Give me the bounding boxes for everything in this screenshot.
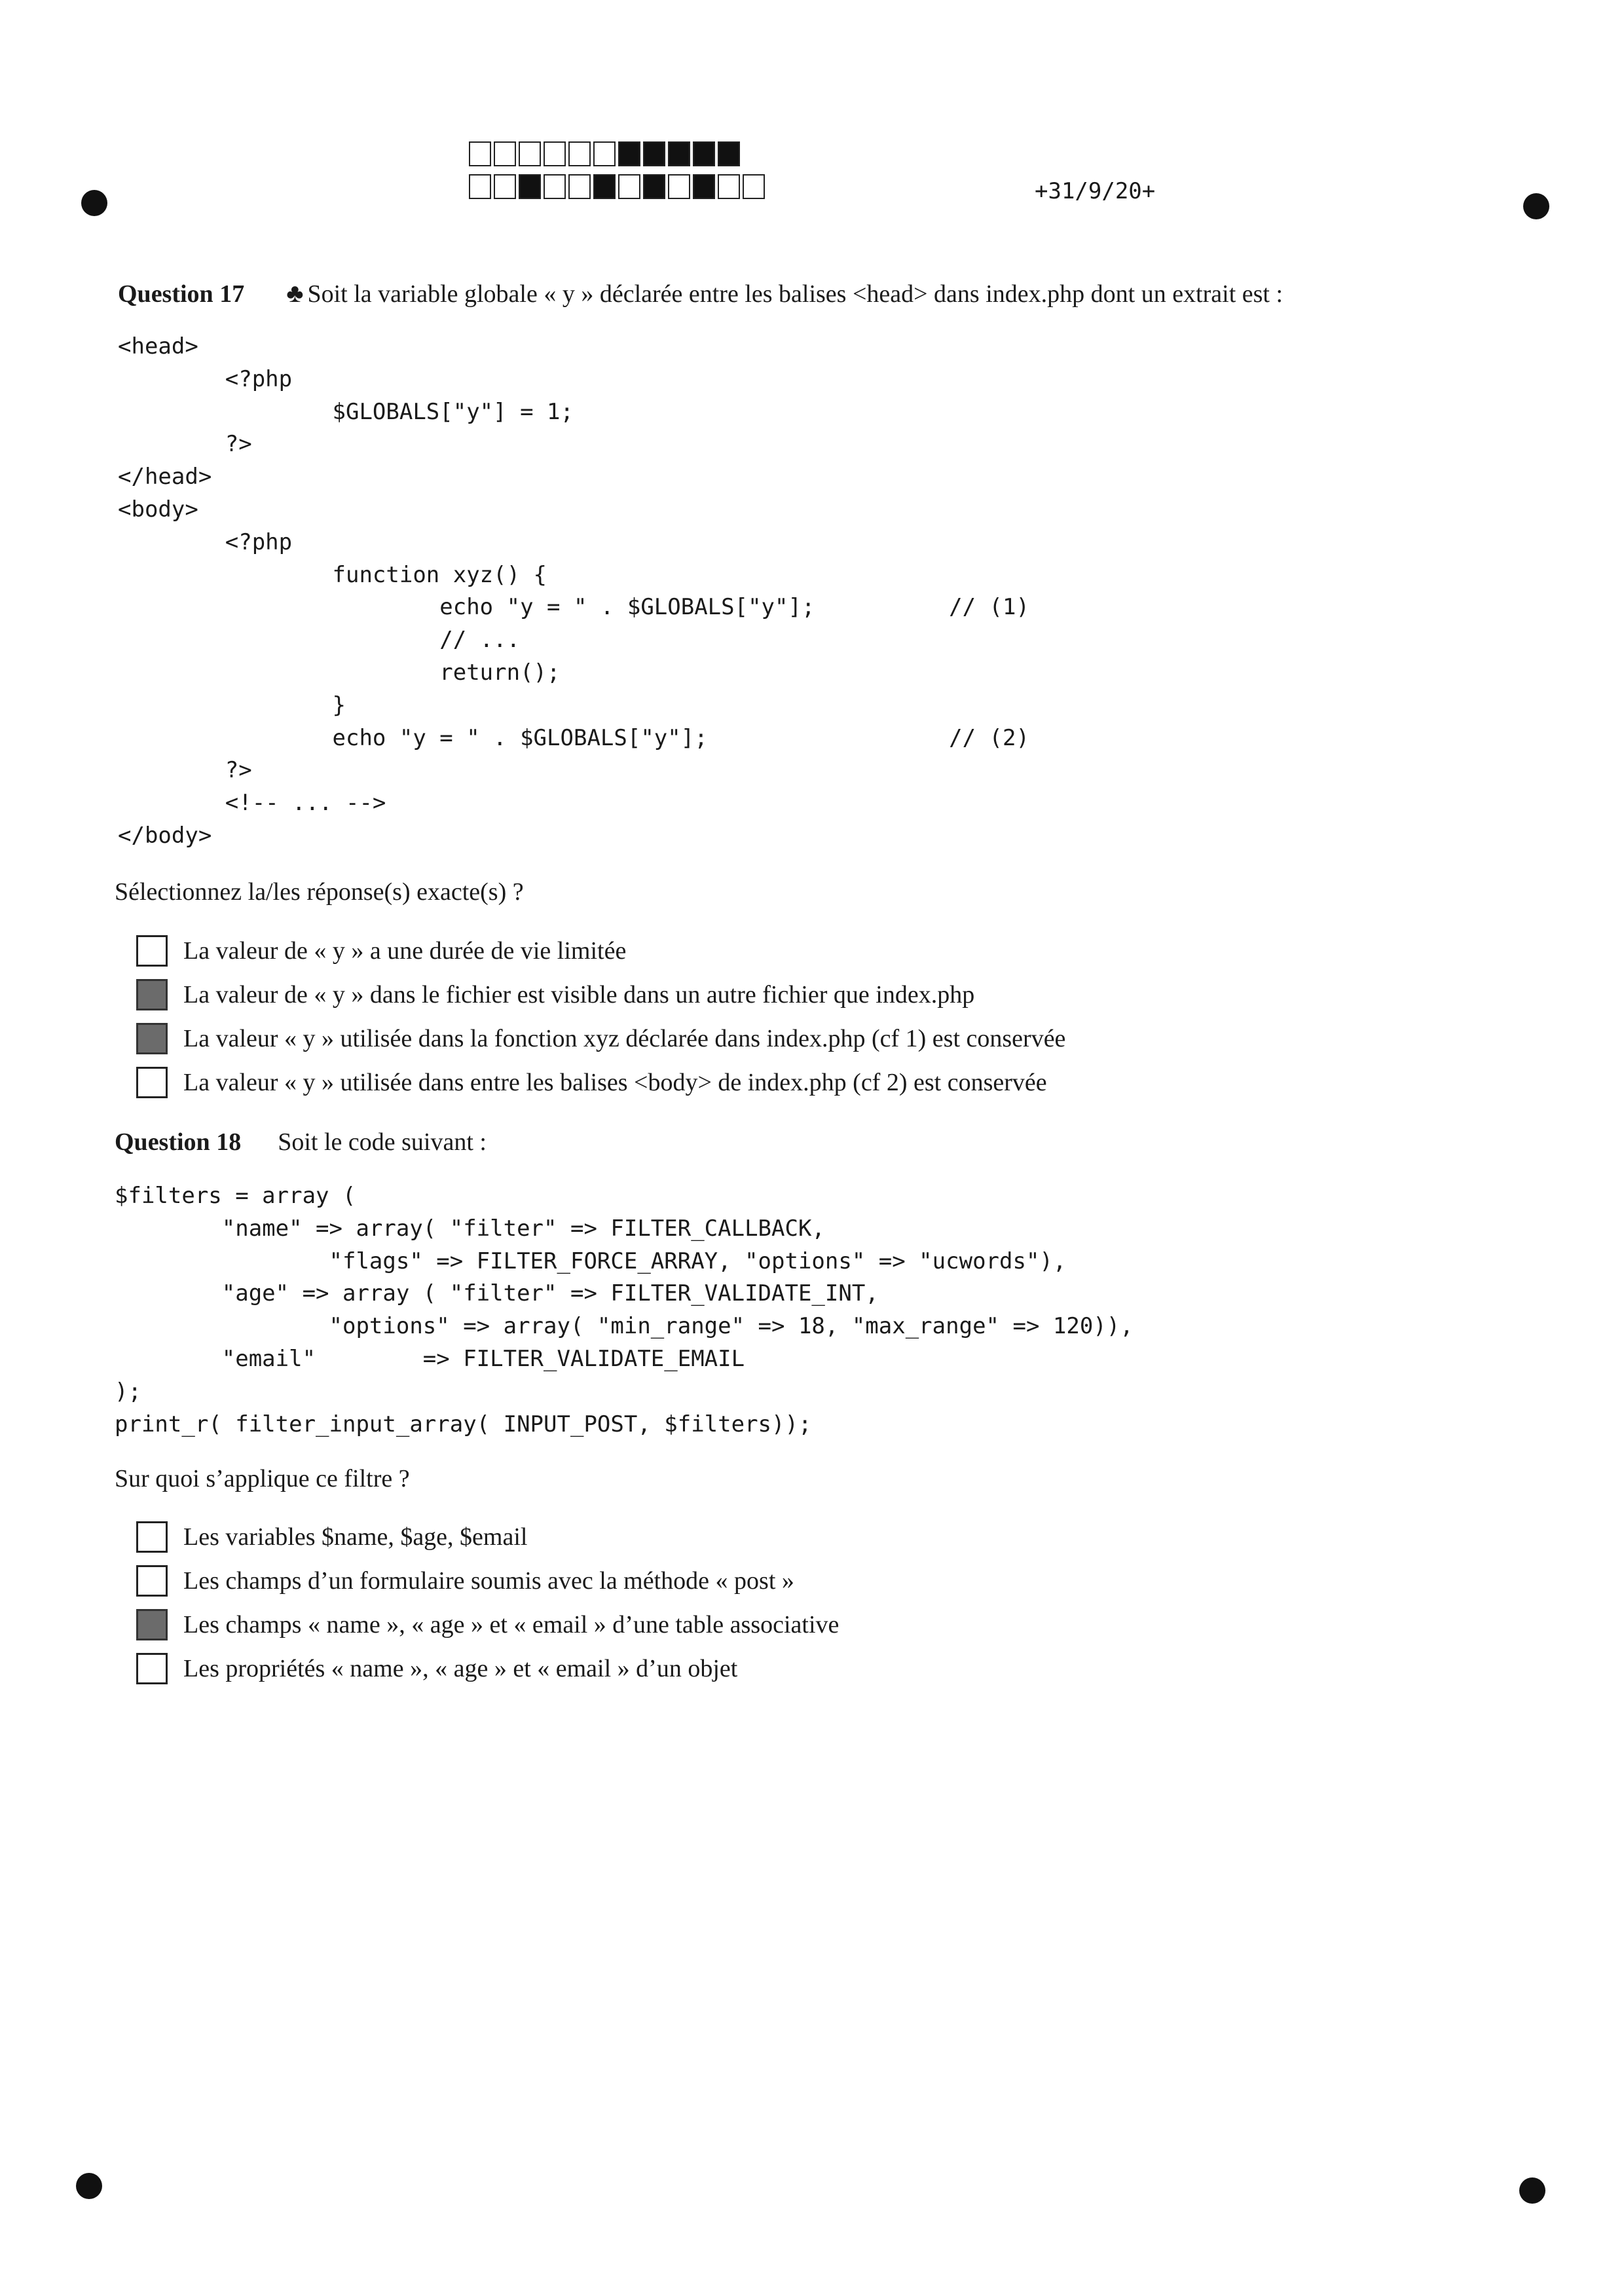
club-icon: ♣: [286, 278, 304, 308]
barcode-cell: [643, 174, 665, 199]
q17-option-4[interactable]: [136, 1060, 1065, 1104]
barcode-cell: [643, 141, 665, 166]
option-label: Les variables $name, $age, $email: [183, 1523, 528, 1551]
question-17-options: [136, 929, 1065, 1104]
barcode-cell: [718, 141, 740, 166]
question-18-options: [136, 1515, 839, 1690]
q17-option-2[interactable]: [136, 972, 1065, 1016]
checkbox[interactable]: [136, 1565, 168, 1597]
q18-option-4[interactable]: [136, 1646, 839, 1690]
question-18-code: $filters = array ( "name" => array( "filter" => FILTER_CALLBACK, "flags" => FILTER_FORCE_ARRAY, "options" => "ucwords"), "age" => array ( "filter" => FILTER_VALIDATE_INT, "options" => array( "min_range" => 18, "max_range" => 120)), "email" => FILTER_VALIDATE_EMAIL ); print_r( filter_input_array( INPUT_POST, $filters));: [115, 1183, 1134, 1437]
barcode-cell: [544, 141, 566, 166]
question-17-code: <head> <?php $GLOBALS["y"] = 1; ?> </head> <body> <?php function xyz() { echo "y = " . $GLOBALS["y"]; // (1) // ... return(); } echo "y = " . $GLOBALS["y"]; // (2) ?> <!-- ... --> </body>: [118, 333, 1029, 849]
checkbox[interactable]: [136, 1067, 168, 1098]
option-label: La valeur de « y » dans le fichier est visible dans un autre fichier que index.php: [183, 980, 975, 1009]
checkbox[interactable]: [136, 1023, 168, 1054]
barcode-cell: [693, 141, 715, 166]
question-18-header: [115, 1128, 487, 1157]
barcode-cell: [568, 174, 591, 199]
barcode-cell: [618, 141, 640, 166]
barcode-cell: [494, 174, 516, 199]
checkbox[interactable]: [136, 1609, 168, 1640]
question-18-number: Question 18: [115, 1128, 242, 1156]
registration-mark-top-right: [1523, 193, 1549, 219]
checkbox[interactable]: [136, 1653, 168, 1684]
barcode-cell: [668, 174, 690, 199]
q18-option-3[interactable]: [136, 1602, 839, 1646]
barcode-cell: [544, 174, 566, 199]
option-label: Les champs d’un formulaire soumis avec la méthode « post »: [183, 1566, 794, 1595]
barcode-cell: [618, 174, 640, 199]
q17-option-3[interactable]: [136, 1016, 1065, 1060]
q18-option-2[interactable]: [136, 1559, 839, 1602]
barcode-cell: [494, 141, 516, 166]
option-label: Les champs « name », « age » et « email » d’une table associative: [183, 1610, 840, 1639]
question-18-prompt: Sur quoi s’applique ce filtre ?: [115, 1465, 410, 1492]
option-label: Les propriétés « name », « age » et « email » d’un objet: [183, 1654, 738, 1682]
barcode-cell: [593, 141, 616, 166]
q17-option-1[interactable]: [136, 929, 1065, 972]
registration-mark-bottom-left: [76, 2173, 102, 2199]
barcode-cell: [743, 174, 765, 199]
q18-option-1[interactable]: [136, 1515, 839, 1559]
page-identifier: +31/9/20+: [1035, 178, 1156, 204]
question-17-text: Soit la variable globale « y » déclarée entre les balises <head> dans index.php dont un extrait est :: [307, 280, 1283, 308]
option-label: La valeur de « y » a une durée de vie limitée: [183, 936, 627, 965]
question-17-number: Question 17: [118, 280, 245, 308]
registration-mark-bottom-right: [1519, 2177, 1545, 2204]
barcode-cell: [519, 141, 541, 166]
checkbox[interactable]: [136, 979, 168, 1010]
barcode-cell: [568, 141, 591, 166]
barcode-cell: [668, 141, 690, 166]
barcode-cell: [693, 174, 715, 199]
registration-mark-top-left: [81, 190, 107, 216]
barcode-cell: [718, 174, 740, 199]
barcode-top-row: [469, 141, 743, 166]
option-label: La valeur « y » utilisée dans entre les balises <body> de index.php (cf 2) est conservée: [183, 1068, 1047, 1096]
question-18-text: Soit le code suivant :: [278, 1128, 487, 1156]
barcode-cell: [469, 141, 491, 166]
question-17-header: [118, 278, 1283, 308]
barcode-bottom-row: [469, 174, 767, 199]
option-label: La valeur « y » utilisée dans la fonction xyz déclarée dans index.php (cf 1) est conservée: [183, 1024, 1066, 1052]
checkbox[interactable]: [136, 1521, 168, 1553]
barcode-cell: [593, 174, 616, 199]
barcode-cell: [519, 174, 541, 199]
question-17-prompt: Sélectionnez la/les réponse(s) exacte(s) ?: [115, 878, 524, 906]
checkbox[interactable]: [136, 935, 168, 967]
barcode-cell: [469, 174, 491, 199]
